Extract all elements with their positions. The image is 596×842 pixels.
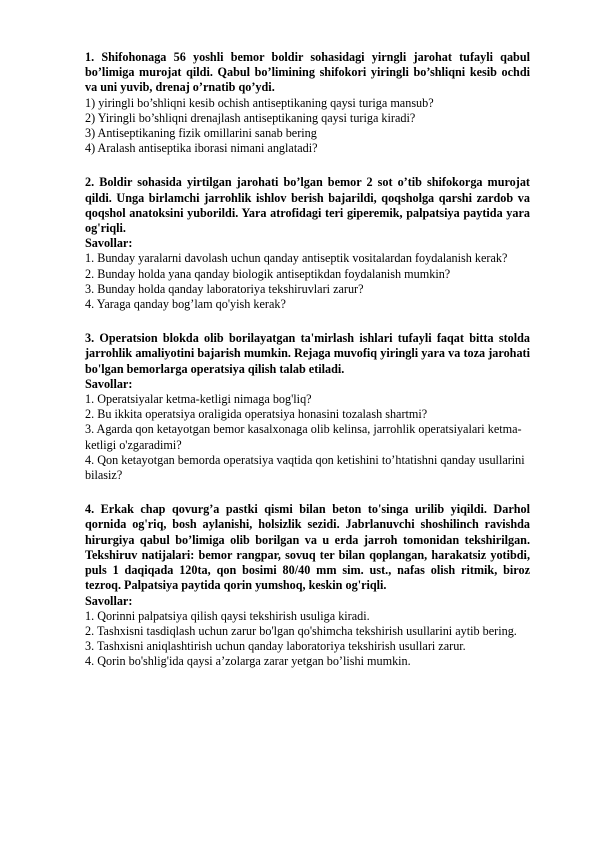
document-page: [85, 50, 530, 689]
question-item: 1) yiringli bo’shliqni kesib ochish antiseptikaning qaysi turiga mansub?: [85, 95, 434, 110]
case-4: [85, 502, 530, 669]
questions-heading: Savollar:: [85, 376, 133, 391]
question-item: 2) Yiringli bo’shliqni drenajlash antiseptikaning qaysi turiga kiradi?: [85, 110, 416, 125]
question-item: 3. Bunday holda qanday laboratoriya tekshiruvlari zarur?: [85, 281, 364, 296]
question-item: 1. Operatsiyalar ketma-ketligi nimaga bog'liq?: [85, 392, 312, 407]
questions-heading: Savollar:: [85, 593, 133, 608]
question-item: 4) Aralash antiseptika iborasi nimani anglatadi?: [85, 141, 318, 156]
question-item: 3) Antiseptikaning fizik omillarini sanab bering: [85, 126, 317, 141]
questions-heading: Savollar:: [85, 236, 133, 251]
case-description: 1. Shifohonaga 56 yoshli bemor boldir sohasidagi yirngli jarohat tufayli qabul bo’limiga murojat qildi. Qabul bo’limining shifokori yiringli bo’shliqni kesib ochdi va uni yuvib, drenaj o’rnatib qo’ydi.: [85, 50, 530, 95]
question-item: 3. Agarda qon ketayotgan bemor kasalxonaga olib kelinsa, jarrohlik operatsiyalari ketma-ketligi o'zgaradimi?: [85, 422, 522, 452]
case-description: 2. Boldir sohasida yirtilgan jarohati bo’lgan bemor 2 sot o’tib shifokorga murojat qildi. Unga birlamchi jarrohlik ishlov berish bajarildi, qoqsholga qarshi zardob va qoqshol anatoksini yuborildi. Yara atrofidagi teri giperemik, palpatsiya paytida yara og'riqli.: [85, 175, 530, 236]
question-item: 1. Bunday yaralarni davolash uchun qanday antiseptik vositalardan foydalanish kerak?: [85, 251, 508, 266]
question-item: 2. Bunday holda yana qanday biologik antiseptikdan foydalanish mumkin?: [85, 266, 451, 281]
question-item: 2. Bu ikkita operatsiya oraligida operatsiya honasini tozalash shartmi?: [85, 407, 428, 422]
question-item: 2. Tashxisni tasdiqlash uchun zarur bo'lgan qo'shimcha tekshirish usullarini aytib bering.: [85, 623, 517, 638]
question-item: 3. Tashxisni aniqlashtirish uchun qanday laboratoriya tekshirish usullari zarur.: [85, 639, 466, 654]
question-item: 4. Yaraga qanday bog’lam qo'yish kerak?: [85, 297, 286, 312]
case-2: [85, 175, 530, 312]
case-description: 4. Erkak chap qovurg’a pastki qismi bilan beton to'singa urilib yiqildi. Darhol qornida og'riq, bosh aylanishi, holsizlik sezidi. Jabrlanuvchi shoshilinch ravishda hirurgiya qabul bo’limiga olib borilgan va u erda jarroh tomonidan tekshirilgan. Tekshiruv natijalari: bemor rangpar, sovuq ter bilan qoplangan, harakatsiz yotibdi, puls 1 daqiqada 120ta, qon bosimi 80/40 mm sim. ust., nafas olish ritmik, biroz tezroq. Palpatsiya paytida qorin yumshoq, keskin og'riqli.: [85, 502, 530, 593]
case-description: 3. Operatsion blokda olib borilayatgan ta'mirlash ishlari tufayli faqat bitta stolda jarrohlik amaliyotini bajarish mumkin. Rejaga muvofiq yiringli yara va toza jarohati bo'lgan bemorlarga operatsiya qilish talab etiladi.: [85, 331, 530, 376]
question-item: 1. Qorinni palpatsiya qilish qaysi tekshirish usuliga kiradi.: [85, 608, 370, 623]
case-3: [85, 331, 530, 483]
question-item: 4. Qon ketayotgan bemorda operatsiya vaqtida qon ketishini to’htatishni qanday usullarini bilasiz?: [85, 452, 525, 483]
case-1: [85, 50, 530, 156]
question-item: 4. Qorin bo'shlig'ida qaysi a’zolarga zarar yetgan bo’lishi mumkin.: [85, 654, 411, 669]
